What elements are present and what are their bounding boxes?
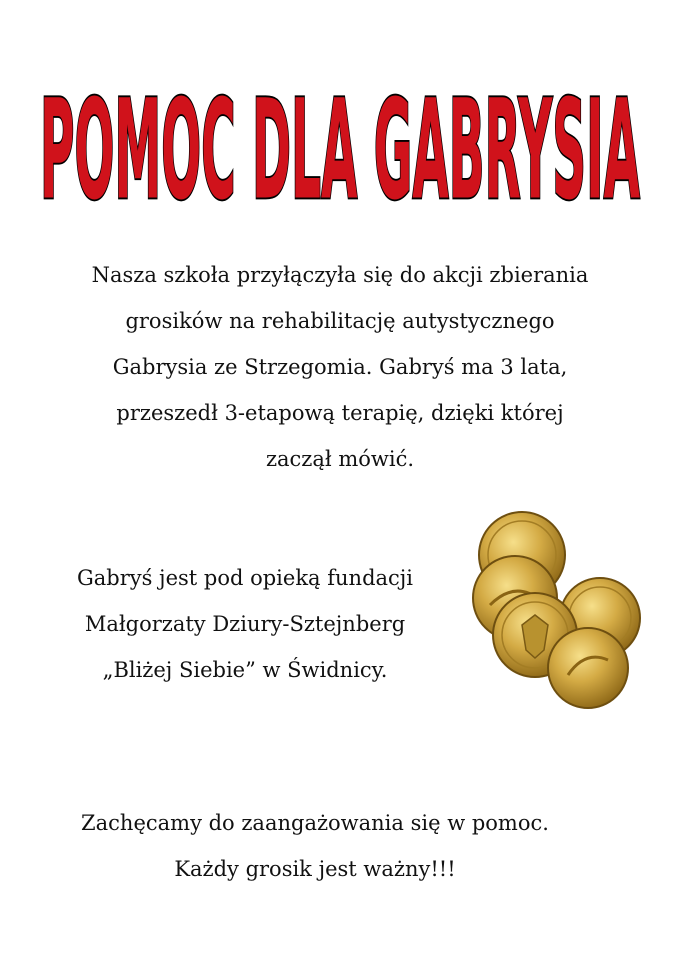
paragraph-line: Każdy grosik jest ważny!!! (174, 857, 456, 881)
paragraph-line: Zachęcamy do zaangażowania się w pomoc. (81, 811, 549, 835)
paragraph-line: przeszedł 3-etapową terapię, dzięki której (116, 401, 564, 425)
paragraph-line: Gabryś jest pod opieką fundacji (76, 566, 414, 590)
coin-icon (548, 628, 628, 708)
paragraph-line: Małgorzaty Dziury-Sztejnberg (84, 612, 406, 636)
paragraph-call-to-action (30, 800, 600, 892)
poster-title-graphic (20, 50, 660, 230)
paragraph-line: „Bliżej Siebie” w Świdnicy. (102, 658, 388, 682)
coins-image (460, 510, 650, 710)
coins-icon (460, 510, 650, 710)
paragraph-line: zaczął mówić. (265, 447, 415, 471)
paragraph-campaign-info (40, 252, 640, 482)
poster-title-text: POMOC DLA GABRYSIA (39, 70, 640, 230)
paragraph-foundation-info (30, 555, 460, 693)
paragraph-line: Gabrysia ze Strzegomia. Gabryś ma 3 lata, (112, 355, 568, 379)
poster-title (20, 50, 660, 230)
paragraph-line: Nasza szkoła przyłączyła się do akcji zbierania (91, 263, 589, 287)
paragraph-line: grosików na rehabilitację autystycznego (125, 309, 555, 333)
